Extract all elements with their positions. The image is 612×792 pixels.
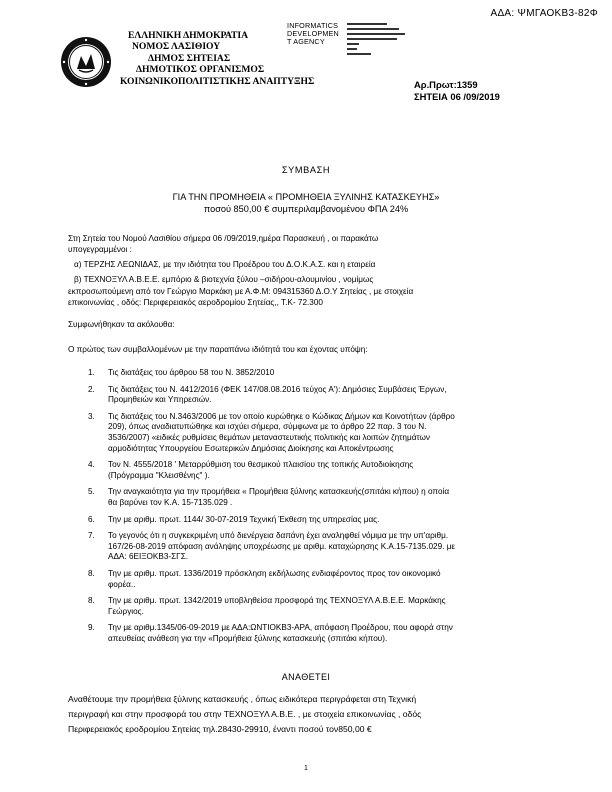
list-item: [88, 460, 568, 481]
ida-stamp-line: INFORMATICS: [287, 21, 339, 30]
item-line: Γεώργιος.: [108, 606, 144, 616]
header-line: ΔΗΜΟΤΙΚΟΣ ΟΡΓΑΝΙΣΜΟΣ: [136, 64, 265, 76]
protocol-number: Αρ.Πρωτ:1359: [414, 79, 478, 90]
item-line: Προμηθειών και Υπηρεσιών.: [108, 395, 212, 405]
paragraph-line: Περιφερειακός εροδρομίου Σητείας τηλ.28430-29910, έναντι ποσού τον850,00 €: [68, 724, 372, 735]
item-line: Την με αριθμ.1345/06-09-2019 με ΑΔΑ:ΩΝΤΙΟΚΒ3-ΑΡΑ, απόφαση Προέδρου, που αφορά στην: [108, 623, 453, 633]
list-item: [88, 515, 568, 526]
item-number: 8.: [88, 596, 95, 606]
item-number: 1.: [88, 368, 95, 377]
item-line: Την με αριθμ. πρωτ. 1336/2019 πρόσκληση εκδήλωσης ενδιαφέροντος προς τον οικονομικό: [108, 568, 441, 578]
list-item: [88, 385, 568, 406]
ida-stamp: [287, 22, 339, 46]
item-line: απευθείας ανάθεση για την «Προμήθεια ξύλινης κατασκευής (σπιτάκι κήπου).: [108, 633, 388, 643]
item-number: 9.: [88, 623, 95, 633]
list-item: [88, 487, 568, 508]
item-line: Τις διατάξεις του Ν. 4412/2016 (ΦΕΚ 147/08.08.2016 τεύχος Α'): Δημόσιες Συμβάσεις Έργων,: [108, 384, 447, 394]
item-line: ΑΔΑ: 6ΕΙΞΟΚΒ3-ΣΓΣ.: [108, 552, 189, 562]
item-line: Τις διατάξεις του Ν.3463/2006 με τον οποίο κυρώθηκε ο Κώδικας Δήμων και Κοινοτήτων (άρθρο: [108, 411, 455, 421]
paragraph-line: Αναθέτουμε την προμήθεια ξύλινης κατασκευής , όπως ειδικότερα περιγράφεται στη Τεχνική: [68, 694, 417, 704]
intro-line: Στη Σητεία του Νομού Λασιθίου σήμερα 06 /09/2019,ημέρα Παρασκευή , οι παρακάτω: [68, 234, 379, 243]
list-item: [88, 569, 568, 590]
issuer-header: [120, 30, 314, 87]
item-line: θα βαρύνει τον Κ.Α. 15-7135.029 .: [108, 497, 233, 507]
amount-line: ποσού 850,00 € συμπεριλαμβανομένου ΦΠΑ 24%: [203, 204, 409, 214]
item-number: 7.: [88, 531, 95, 541]
item-number: 8.: [88, 568, 95, 578]
item-line: Τις διατάξεις του άρθρου 58 του Ν. 3852/2010: [108, 368, 275, 377]
item-line: Την αναγκαιότητα για την προμήθεια « Προμήθεια ξύλινης κατασκευής(σπιτάκι κήπου) η οποία: [108, 487, 450, 497]
item-line: φορέα..: [108, 579, 136, 589]
party-a: α) ΤΕΡΖΗΣ ΛΕΩΝΙΔΑΣ, με την ιδιότητα του Προέδρου του Δ.Ο.Κ.Α.Σ. και η εταιρεία: [74, 260, 376, 269]
ida-stamp-line: DEVELOPMEN: [287, 29, 339, 38]
list-item: [88, 368, 568, 379]
header-line: ΔΗΜΟΣ ΣΗΤΕΙΑΣ: [148, 52, 231, 64]
list-item: [88, 531, 568, 563]
intro-line: υπογεγραμμένοι :: [68, 245, 132, 254]
party-b: β) ΤΕΧΝΟΞΥΛ Α.Β.Ε.Ε. εμπόριο & βιοτεχνία ξύλου –σιδήρου-αλουμινίου , νομίμως: [74, 275, 374, 284]
item-line: Την με αριθμ. πρωτ. 1144/ 30-07-2019 Τεχνική Έκθεση της υπηρεσίας μας.: [108, 514, 380, 524]
document-title: ΣΥΜΒΑΣΗ: [281, 165, 331, 175]
item-line: Το γεγονός ότι η συγκεκριμένη υπό διενέργεια δαπάνη έχει αναληφθεί νόμιμα με την υπ'αριθμ.: [108, 531, 449, 541]
item-line: αρμοδιότητας Υπουργείου Εσωτερικών Δημόσιας Διοίκησης και Αποκέντρωσης: [108, 443, 394, 453]
item-line: 167/26-08-2019 απόφαση ανάληψης υποχρέωσης με αριθμ. καταχώρησης Κ.Α.15-7135.029. με: [108, 541, 456, 551]
section-heading: ΑΝΑΘΕΤΕΙ: [281, 672, 331, 682]
list-item: [88, 623, 568, 644]
first-party-line: Ο πρώτος των συμβαλλομένων με την παραπάνω ιδιότητά του και έχοντας υπόψη:: [68, 345, 368, 354]
item-line: Τον Ν. 4555/2018 ' Μεταρρύθμιση του θεσμικού πλαισίου της τοπικής Αυτοδιοίκησης: [108, 460, 414, 470]
list-item: [88, 596, 568, 617]
subject-line: ΓΙΑ ΤΗΝ ΠΡΟΜΗΘΕΙΑ « ΠΡΟΜΗΘΕΙΑ ΞΥΛΙΝΗΣ ΚΑΤΑΣΚΕΥΗΣ»: [172, 192, 440, 202]
item-line: 209), όπως αναδιατυπώθηκε και ισχύει σήμερα, σύμφωνα με το άρθρο 22 παρ. 3 του Ν.: [108, 422, 427, 432]
paragraph-line: περιγραφή και στην προσφορά του στην ΤΕΧΝΟΞΥΛ Α.Β.Ε. , με στοιχεία επικοινωνίας , οδός: [68, 709, 422, 720]
party-b-line: επικοινωνίας , οδός: Περιφερειακός αεροδρομίου Σητείας,, Τ.Κ- 72.300: [68, 298, 323, 307]
ida-stamp-microtext-icon: [347, 22, 409, 60]
party-b-line: εκπροσωπούμενη από τον Γεώργιο Μαρκάκη με Α.Φ.Μ: 094315360 Δ.Ο.Υ Σητείας , με στοιχεία: [68, 287, 414, 296]
item-line: 3536/2007) «ειδικές ρυθμίσεις θεμάτων μεταναστευτικής πολιτικής και λοιπών ζητημάτων: [108, 432, 431, 442]
considerations-list: [88, 368, 568, 650]
item-number: 6.: [88, 514, 95, 524]
place-date: ΣΗΤΕΙΑ 06 /09/2019: [414, 90, 500, 102]
item-number: 2.: [88, 384, 95, 394]
item-number: 4.: [88, 460, 95, 470]
item-line: (Πρόγραμμα "Κλεισθένης" ).: [108, 470, 210, 480]
header-line: ΕΛΛΗΝΙΚΗ ΔΗΜΟΚΡΑΤΙΑ: [128, 30, 249, 41]
municipality-seal-icon: [60, 36, 112, 88]
item-line: Την με αριθμ. πρωτ. 1342/2019 υποβληθείσα προσφορά της ΤΕΧΝΟΞΥΛ Α.Β.Ε.Ε. Μαρκάκης: [108, 596, 446, 606]
protocol-block: [414, 79, 500, 102]
assignment-paragraph: [68, 692, 554, 738]
item-number: 3.: [88, 411, 95, 421]
list-item: [88, 412, 568, 454]
ada-code: ΑΔΑ: ΨΜΓΑΟΚΒ3-82Φ: [490, 8, 598, 19]
ida-stamp-line: T AGENCY: [287, 37, 325, 46]
header-line: ΝΟΜΟΣ ΛΑΣΙΘΙΟΥ: [132, 41, 221, 53]
item-number: 5.: [88, 487, 95, 497]
header-line: ΚΟΙΝΩΝΙΚΟΠΟΛΙΤΙΣΤΙΚΗΣ ΑΝΑΠΤΥΞΗΣ: [120, 75, 315, 87]
page-number: 1: [304, 765, 308, 772]
agreed-line: Συμφωνήθηκαν τα ακόλουθα:: [68, 320, 175, 329]
